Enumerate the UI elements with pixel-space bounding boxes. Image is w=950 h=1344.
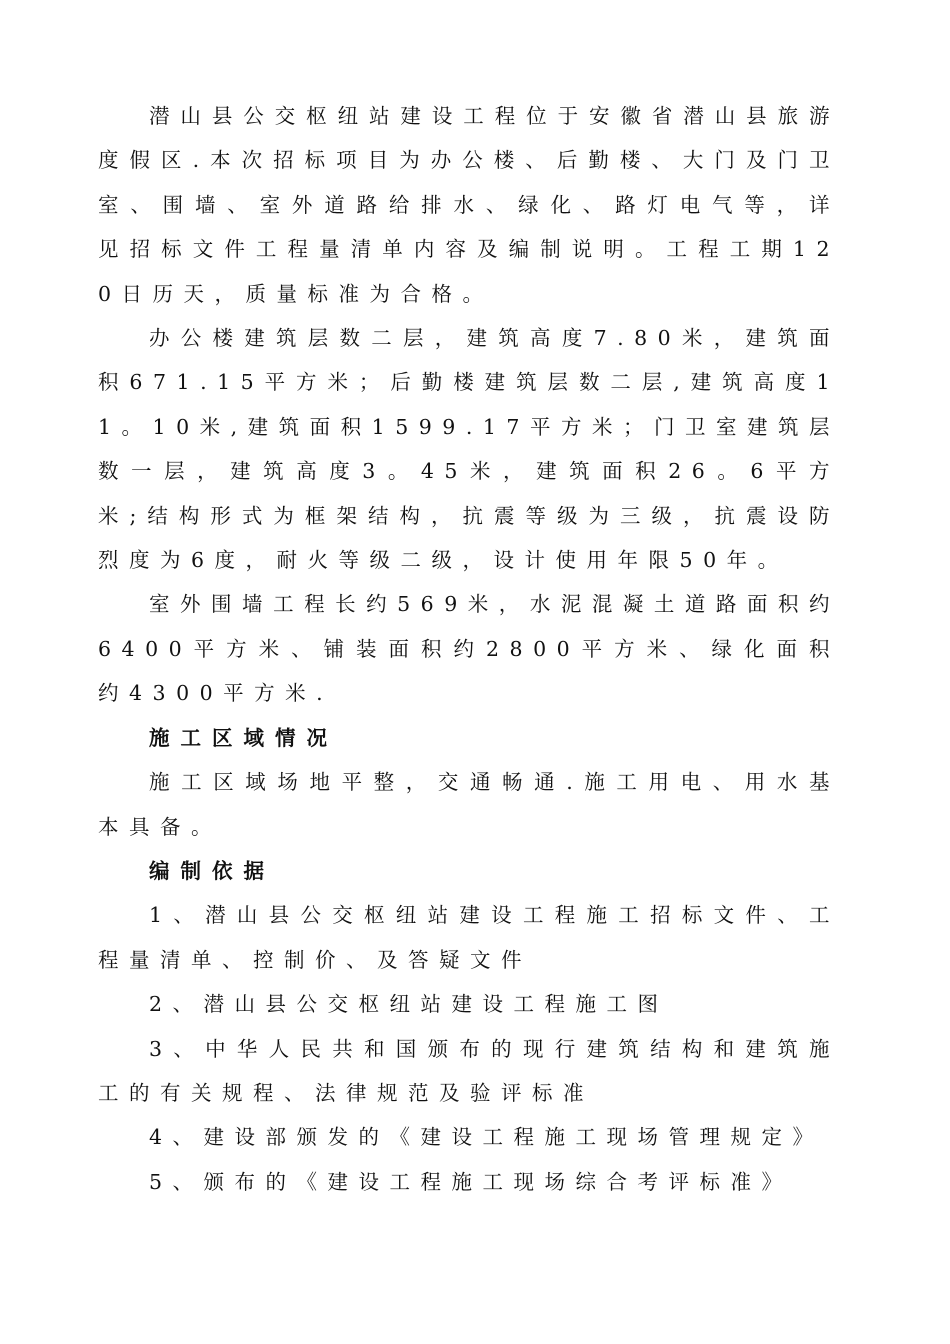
building-specs-paragraph: 办公楼建筑层数二层，建筑高度7.80米，建筑面积671.15平方米；后勤楼建筑层数二层,建筑高度11。10米,建筑面积1599.17平方米；门卫室建筑层数一层，建筑高度3。45米，建筑面积26。6平方米;结构形式为框架结构，抗震等级为三级，抗震设防烈度为6度，耐火等级二级，设计使用年限50年。 — [98, 326, 840, 573]
compilation-basis-heading: 编制依据 — [149, 858, 275, 883]
basis-item-5: 5、颁布的《建设工程施工现场综合考评标准》 — [149, 1169, 793, 1194]
site-conditions-paragraph: 施工区域场地平整，交通畅通.施工用电、用水基本具备。 — [98, 770, 840, 839]
basis-item-4: 4、建设部颁发的《建设工程施工现场管理规定》 — [149, 1125, 824, 1150]
project-overview-paragraph: 潜山县公交枢纽站建设工程位于安徽省潜山县旅游度假区.本次招标项目为办公楼、后勤楼、大门及门卫室、围墙、室外道路给排水、绿化、路灯电气等，详见招标文件工程量清单内容及编制说明。工程工期120日历天，质量标准为合格。 — [98, 104, 840, 306]
document-body — [98, 94, 840, 1204]
basis-item-1: 1、潜山县公交枢纽站建设工程施工招标文件、工程量清单、控制价、及答疑文件 — [98, 903, 840, 972]
site-conditions-heading: 施工区域情况 — [149, 725, 338, 750]
outdoor-works-paragraph: 室外围墙工程长约569米，水泥混凝土道路面积约6400平方米、铺装面积约2800平方米、绿化面积约4300平方米. — [98, 592, 840, 706]
basis-item-3: 3、中华人民共和国颁布的现行建筑结构和建筑施工的有关规程、法律规范及验评标准 — [98, 1036, 840, 1105]
basis-item-2: 2、潜山县公交枢纽站建设工程施工图 — [149, 992, 669, 1017]
